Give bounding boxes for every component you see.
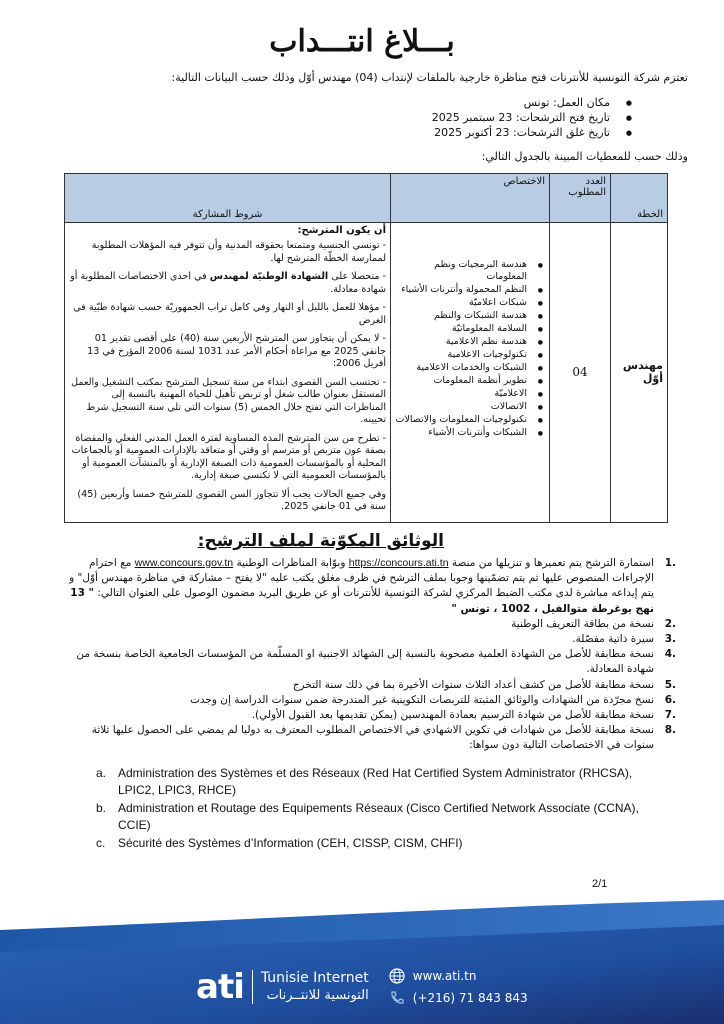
phone-icon [389,990,405,1006]
document-item [66,556,676,617]
phone-row [389,990,528,1006]
conditions-cell [65,223,391,523]
cert-letter: c. [96,836,106,850]
ati-logo: ati [196,967,244,1007]
phone-number: (+216) 71 843 843 [412,991,528,1005]
postal-address: " 13 نهج يوغرطة متوالفيل ، 1002 ، تونس " [70,587,654,615]
concours-gov-link[interactable]: www.concours.gov.tn [134,557,234,569]
item-text: سيرة ذاتية مفصّلة. [572,633,654,646]
logo-divider [252,970,253,1004]
condition-item: - تحتسب السن القصوى ابتداء من سنة تسجيل المترشح بمكتب التشغيل والعمل المستقل بعنوان طالب شغل أو تربص تأهيل للحياة المهنية بالنسبة إلى المناظرات التي تفتح خلال الخمس (5) سنوات التي تلي سنة التسجيل شرط تحيينه. [71,376,386,425]
item-text: نسخة مطابقة للأصل من شهادات في تكوين الاشهادي في الاختصاص المطلوب المعترف به دوليا لم يمضي على الحصول عليها ثلاثة سنوات في الاختصاصات التالية دون سواها: [91,724,654,752]
closing-date: ● تاريخ غلق الترشحات: 23 أكتوبر 2025 [232,125,632,140]
item-text: نسخة مطابقة للأصل من شهادة الترسيم بعمادة المهندسين (يمكن تقديمها بعد القبول الأولي). [251,709,654,722]
specialty-item: ● الشبكات والخدمات الاعلامية [395,362,545,374]
work-location: ● مكان العمل: تونس [232,95,632,110]
specialty-list [395,259,545,439]
item-text: نسخة مطابقة للأصل من كشف أعداد الثلاث سنوات الأخيرة بما في ذلك سنة التخرج [292,678,654,691]
condition-item: - مؤهلا للعمل بالليل أو النهار وفي كامل تراب الجمهوريّة حسب شهادة طبّية في الغرض [73,302,386,326]
item-text: مع احترام الإجراءات المنصوص عليها ثم يتم تضمّينها وجوبا بملف الترشح في ظرف مغلق يكتب عليه "لا يفتح – مشاركة في مناظرة مهندس أوّل" و يتم إيداعه مباشرة لدى مكتب الضبط المركزي لشركة التونسية للأنترنات أو عن طريق البريد مضمون الوصول على العنوان التالي: [69,557,654,600]
document-item [66,723,676,753]
cert-letter: a. [96,766,107,780]
website-row [389,968,528,984]
document-item [66,617,676,632]
item-number: 6. [664,693,676,706]
documents-list [66,556,676,754]
specialty-item: ● تكنولوجيات المعلومات والاتصالات [395,414,545,426]
cert-letter: b. [96,801,107,815]
item-number: 8. [664,724,676,737]
specialty-cell [391,223,550,523]
intro-paragraph: تعتزم شركة التونسية للأنترنات فتح مناظرة خارجية بالملفات لإنتداب (04) مهندس أوّل وذلك حسب البيانات التالية: [171,71,688,84]
website-link[interactable]: www.ati.tn [412,969,477,983]
condition-item: وفي جميع الحالات يجب ألا تتجاوز السن القصوى للمترشح خمسا وأربعين (45) سنة في 01 جانفي 2025. [77,488,386,512]
cert-text: Sécurité des Systèmes d’Information (CEH, CISSP, CISM, CHFI) [118,836,463,850]
page-title: بـــلاغ انتـــداب [269,24,455,59]
specialty-item: ● تكنولوجيات الاعلامية [395,349,545,361]
brand-name [261,970,369,1004]
certifications-list [96,765,656,853]
specialty-item: ● النظم المحمولة وأنترنات الأشياء [395,284,545,296]
condition-degree-bold: الشهادة الوطنيّة لمهندس [209,271,329,282]
specialty-item: ● الاعلاميّة [395,388,545,400]
specialty-item: ● شبكات اعلاميّة [395,297,545,309]
document-item [66,693,676,708]
cert-text: Administration des Systèmes et des Réseaux (Red Hat Certified System Administrator (RHCSA), LPIC2, LPIC3, RHCE) [118,766,633,797]
specialty-item: ● تطوير أنظمة المعلومات [395,375,545,387]
header-plan: الخطة [611,174,668,223]
item-text: نسخة مطابقة للأصل من الشهادة العلمية مصحوبة بالنسبة إلى الشهائد الاجنبية او المسلّمة من المؤسسات الجامعية الخاصة بنسخة من شهادة المعادلة. [76,648,654,676]
specialty-item: ● هندسة الشبكات والنظم [395,310,545,322]
document-item [66,678,676,693]
condition-item: - تونسي الجنسية ومتمتعا بحقوقه المدنية وأن تتوفر فيه المؤهلات المطلوبة لممارسة الخطّة المترشح لها. [91,240,386,264]
item-number: 4. [664,648,676,661]
item-number: 5. [664,678,676,691]
specialty-item: ● هندسة نظم الاعلامية [395,336,545,348]
condition-degree-text: - متحصلا على [328,271,386,282]
specialty-item: ● الاتصالات [395,401,545,413]
table-header-row [65,174,668,223]
header-count: العدد المطلوب [550,174,611,223]
brand-english: Tunisie Internet [260,970,369,986]
specialty-item: ● هندسة البرمجيات ونظم المعلومات [395,259,545,283]
item-number: 1. [664,557,676,569]
documents-title: الوثائق المكوّنة لملف الترشح: [197,531,444,551]
item-text: نسخة من بطاقة التعريف الوطنية [511,617,654,630]
cert-item [96,765,656,799]
item-text: استمارة الترشح يتم تعميرها و تنزيلها من منصة [448,557,654,569]
item-text: وبوّابة المناظرات الوطنية [233,557,349,569]
document-item [66,647,676,677]
item-text: نسخ مجرّدة من الشهادات والوثائق المثبتة للتربصات التكوينية غير المندرجة ضمن سنوات الدراسة إن وجدت [190,693,654,706]
conditions-title: أن يكون المترشح: [297,225,386,236]
count-cell: 04 [550,223,611,523]
brand-arabic: التونسية للانتــرنات [266,988,369,1003]
cert-item [96,800,656,834]
document-item [66,708,676,723]
announcement-details [232,95,632,140]
header-specialty: الاختصاص [391,174,550,223]
cert-item [96,835,656,852]
positions-table [64,173,668,523]
contact-info [389,968,528,1006]
globe-icon [389,968,405,984]
condition-item: - تطرح من سن المترشح المدة المساوية لفترة العمل المدني الفعلي والمقضاة بصفة عون متربص أو مترسم أو وقتي أو متعاقد بالإدارات العمومية أو بالجماعات المحلية أو بالمؤسسات العمومية ذات الصبغة الإدارية أو بالمنشآت العمومية أو بالمؤسسات العمومية التي لا تكتسي صبغة إدارية. [71,432,386,481]
item-number: 7. [664,709,676,722]
opening-date: ● تاريخ فتح الترشحات: 23 سبتمبر 2025 [232,110,632,125]
item-number: 2. [664,617,676,630]
table-row [65,223,668,523]
condition-degree-text: في احدى الاختصاصات المطلوبة أو شهادة معادلة. [70,271,386,295]
condition-degree [69,271,386,296]
specialty-item: ● الشبكات وأنترنات الأشياء [395,427,545,439]
concours-ati-link[interactable]: https://concours.ati.tn [348,557,449,569]
cert-text: Administration et Routage des Equipements Réseaux (Cisco Certified Network Associate (CCNA), CCIE) [118,801,639,832]
table-lead-text: وذلك حسب للمعطيات المبينة بالجدول التالي: [481,150,688,163]
document-item [66,632,676,647]
item-number: 3. [664,633,676,646]
condition-item: - لا يمكن أن يتجاوز سن المترشح الأربعين سنة (40) على أقصى تقدير 01 جانفي 2025 مع مراعاة أحكام الأمر عدد 1031 لسنة 2006 المؤرخ في 13 أفريل 2006: [87,333,386,369]
specialty-item: ● السلامة المعلوماتيّة [395,323,545,335]
header-conditions: شروط المشاركة [65,174,391,223]
plan-cell: مهندس أوّل [611,223,668,523]
footer-content [196,962,528,1012]
page-number: 2/1 [592,878,608,890]
